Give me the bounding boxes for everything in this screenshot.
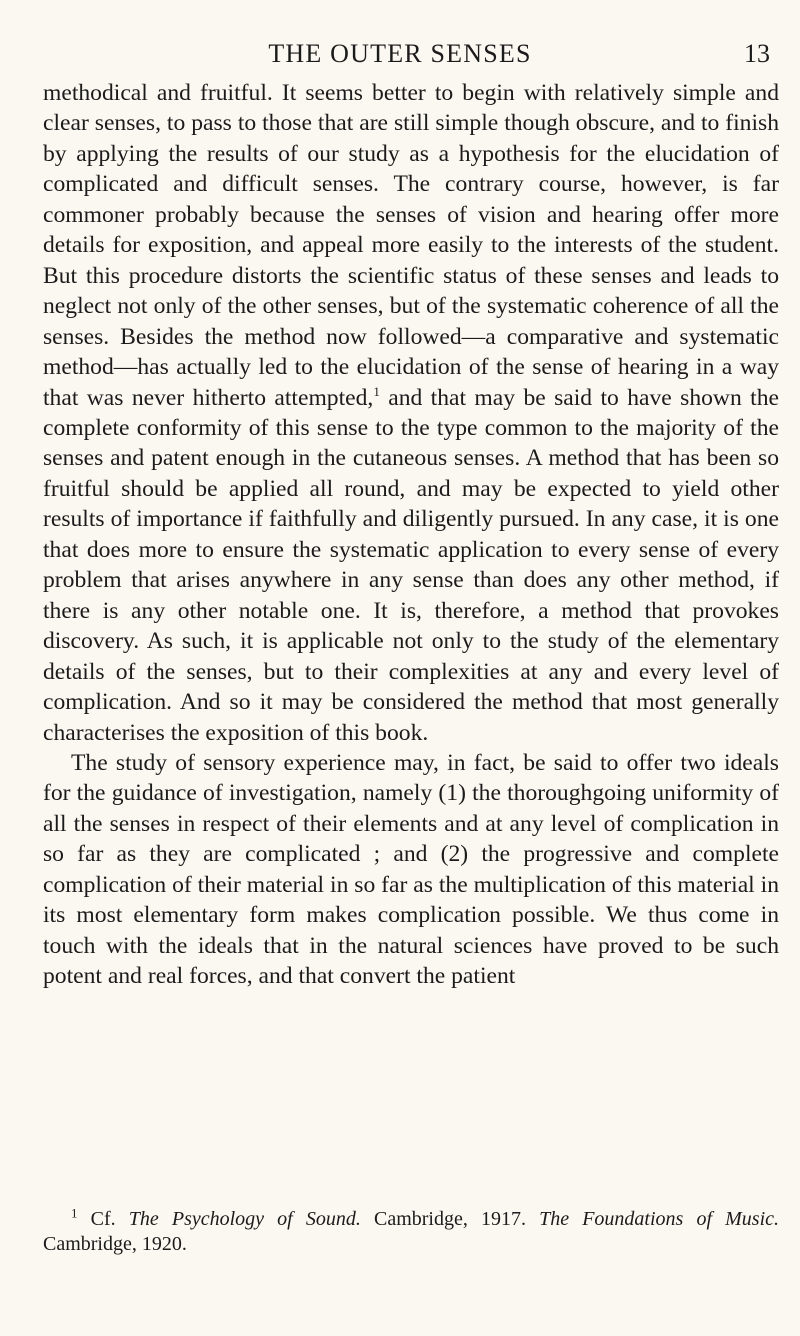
paragraph-1-text: methodical and fruitful. It seems better to begin with relatively simple and clear senses, to pass to those that are still simple though obscure, and to finish by applying the results of our study as a hypothesis for the elucidation of complicated and difficult senses. The contrary course, however, is far commoner probably because the senses of vision and hearing offer more details for exposition, and appeal more easily to the interests of the student. But this procedure distorts the scientific status of these senses and leads to neglect not only of the other senses, but of the systematic coherence of all the senses. Besides the method now followed—a comparative and systematic method—has actually led to the elucidation of the sense of hearing in a way that was never hitherto attempted, [43, 80, 779, 411]
footnote-reference: 1 [373, 383, 380, 399]
footnote-text [43, 1207, 779, 1257]
footnote-middle: Cambridge, 1917. [360, 1208, 540, 1230]
page-number: 13 [744, 39, 770, 68]
body-text [43, 78, 779, 992]
footnote-marker: 1 [71, 1205, 78, 1221]
paragraph-1 [43, 78, 779, 748]
paragraph-2: The study of sensory experience may, in fact, be said to offer two ideals for the guidance of investigation, namely (1) the thoroughgoing uniformity of all the senses in respect of their elements and at any level of complication in so far as they are complicated ; and (2) the progressive and complete complication of their material in so far as the multiplication of this material in its most elementary form makes complication possible. We thus come in touch with the ideals that in the natural sciences have proved to be such potent and real forces, and that convert the patient [43, 749, 779, 990]
running-head [0, 39, 800, 73]
footnote-title-1: The Psychology of Sound. [128, 1208, 361, 1230]
footnote-suffix: Cambridge, 1920. [43, 1233, 187, 1255]
running-title: THE OUTER SENSES [268, 39, 532, 68]
footnote [43, 1207, 779, 1257]
paragraph-1-continuation: and that may be said to have shown the complete conformity of this sense to the type common to the majority of the senses and patent enough in the cutaneous senses. A method that has been so fruitful should be applied all round, and may be expected to yield other results of importance if faithfully and diligently pursued. In any case, it is one that does more to ensure the systematic application to every sense of every problem that arises anywhere in any sense than does any other method, if there is any other notable one. It is, therefore, a method that provokes discovery. As such, it is applicable not only to the study of the elementary details of the senses, but to their complexities at any and every level of complication. And so it may be considered the method that most generally characterises the exposition of this book. [43, 384, 779, 746]
footnote-title-2: The Foundations of Music. [539, 1208, 780, 1230]
footnote-prefix: Cf. [77, 1208, 129, 1230]
